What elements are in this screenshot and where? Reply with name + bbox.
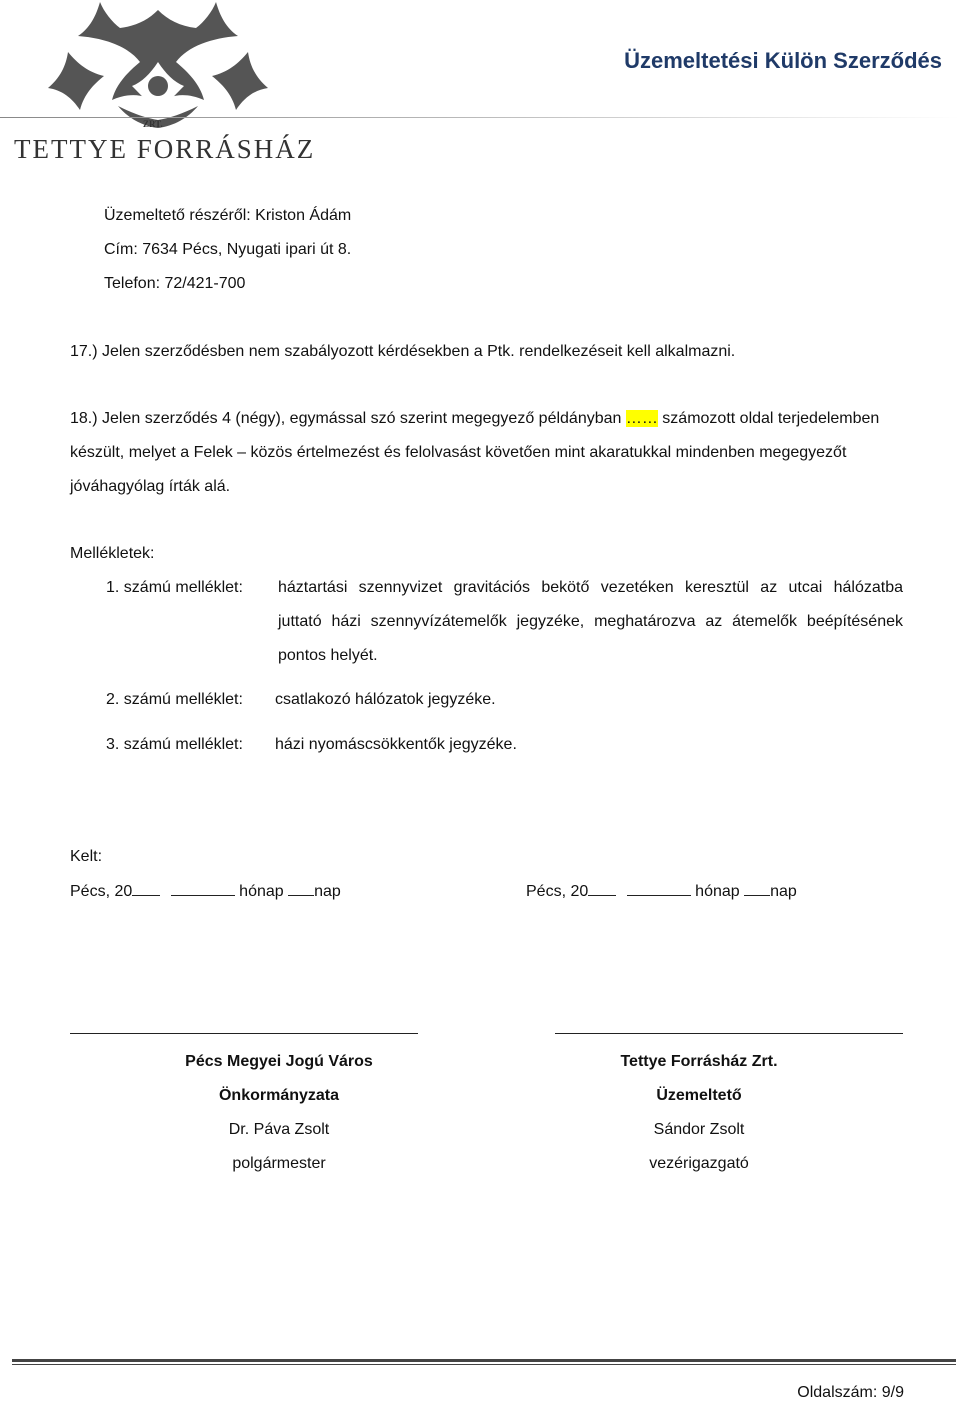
attachment-2-label: 2. számú melléklet:	[106, 691, 243, 708]
attachment-3-text: házi nyomáscsökkentők jegyzéke.	[275, 736, 517, 753]
contact-operator: Üzemeltető részéről: Kriston Ádám	[104, 207, 352, 224]
attachment-1-line3: pontos helyét.	[278, 647, 378, 664]
month-blank-left[interactable]	[171, 881, 235, 896]
attachment-2-text: csatlakozó hálózatok jegyzéke.	[275, 691, 496, 708]
section-18-part1: 18.) Jelen szerződés 4 (négy), egymással szó szerint megegyező példányban	[70, 410, 626, 427]
nap-label-left: nap	[314, 883, 341, 900]
year-blank-left[interactable]	[132, 881, 160, 896]
honap-label-left: hónap	[239, 883, 284, 900]
attachment-1-line2: juttató házi szennyvízátemelők jegyzéke, meghatározva az átemelők beépítésének	[278, 613, 903, 630]
footer-divider-thick	[12, 1359, 956, 1362]
attachment-1-line1: háztartási szennyvizet gravitációs bekötő vezetéken keresztül az utcai hálózatba	[278, 579, 903, 596]
kelt-label: Kelt:	[70, 848, 103, 865]
day-blank-right[interactable]	[744, 881, 770, 896]
signature-line-right	[555, 1033, 903, 1034]
section-18-part2: számozott oldal terjedelemben	[657, 410, 880, 427]
page-count-placeholder: ……	[625, 410, 658, 427]
signer-left-org2: Önkormányzata	[218, 1087, 340, 1104]
section-18-line2: készült, melyet a Felek – közös értelmezést és felolvasást követően mint akaratukkal mindenben megegyezőt	[70, 444, 847, 461]
year-blank-right[interactable]	[588, 881, 616, 896]
signer-right-name: Sándor Zsolt	[653, 1121, 745, 1138]
date-city-right: Pécs, 20	[526, 883, 589, 900]
page-number: Oldalszám: 9/9	[797, 1384, 904, 1401]
month-blank-right[interactable]	[627, 881, 691, 896]
day-blank-left[interactable]	[288, 881, 314, 896]
signer-left-name: Dr. Páva Zsolt	[228, 1121, 330, 1138]
header-divider	[0, 117, 960, 118]
logo-zrt: ZRT.	[143, 119, 163, 129]
signature-line-left	[70, 1033, 418, 1034]
date-city-left: Pécs, 20	[70, 883, 133, 900]
section-18-line3: jóváhagyólag írták alá.	[70, 478, 231, 495]
section-17: 17.) Jelen szerződésben nem szabályozott kérdésekben a Ptk. rendelkezéseit kell alkalmazni.	[70, 343, 736, 360]
contact-address: Cím: 7634 Pécs, Nyugati ipari út 8.	[104, 241, 352, 258]
attachment-1-label: 1. számú melléklet:	[106, 579, 243, 596]
date-line-right	[526, 881, 797, 901]
document-title: Üzemeltetési Külön Szerződés	[624, 48, 942, 73]
signer-right-role: vezérigazgató	[649, 1155, 749, 1172]
logo-wordmark: TETTYE FORRÁSHÁZ	[14, 134, 316, 164]
attachments-heading: Mellékletek:	[70, 545, 155, 562]
signer-right-org1: Tettye Forrásház Zrt.	[620, 1053, 778, 1070]
date-line-left	[70, 881, 341, 901]
signer-left-org1: Pécs Megyei Jogú Város	[185, 1053, 373, 1070]
signer-left-role: polgármester	[232, 1155, 326, 1172]
nap-label-right: nap	[770, 883, 797, 900]
signer-right-org2: Üzemeltető	[656, 1087, 742, 1104]
section-18-line1	[70, 410, 879, 428]
footer-divider-thin	[12, 1364, 956, 1365]
attachment-3-label: 3. számú melléklet:	[106, 736, 243, 753]
contact-phone: Telefon: 72/421-700	[104, 275, 246, 292]
honap-label-right: hónap	[695, 883, 740, 900]
